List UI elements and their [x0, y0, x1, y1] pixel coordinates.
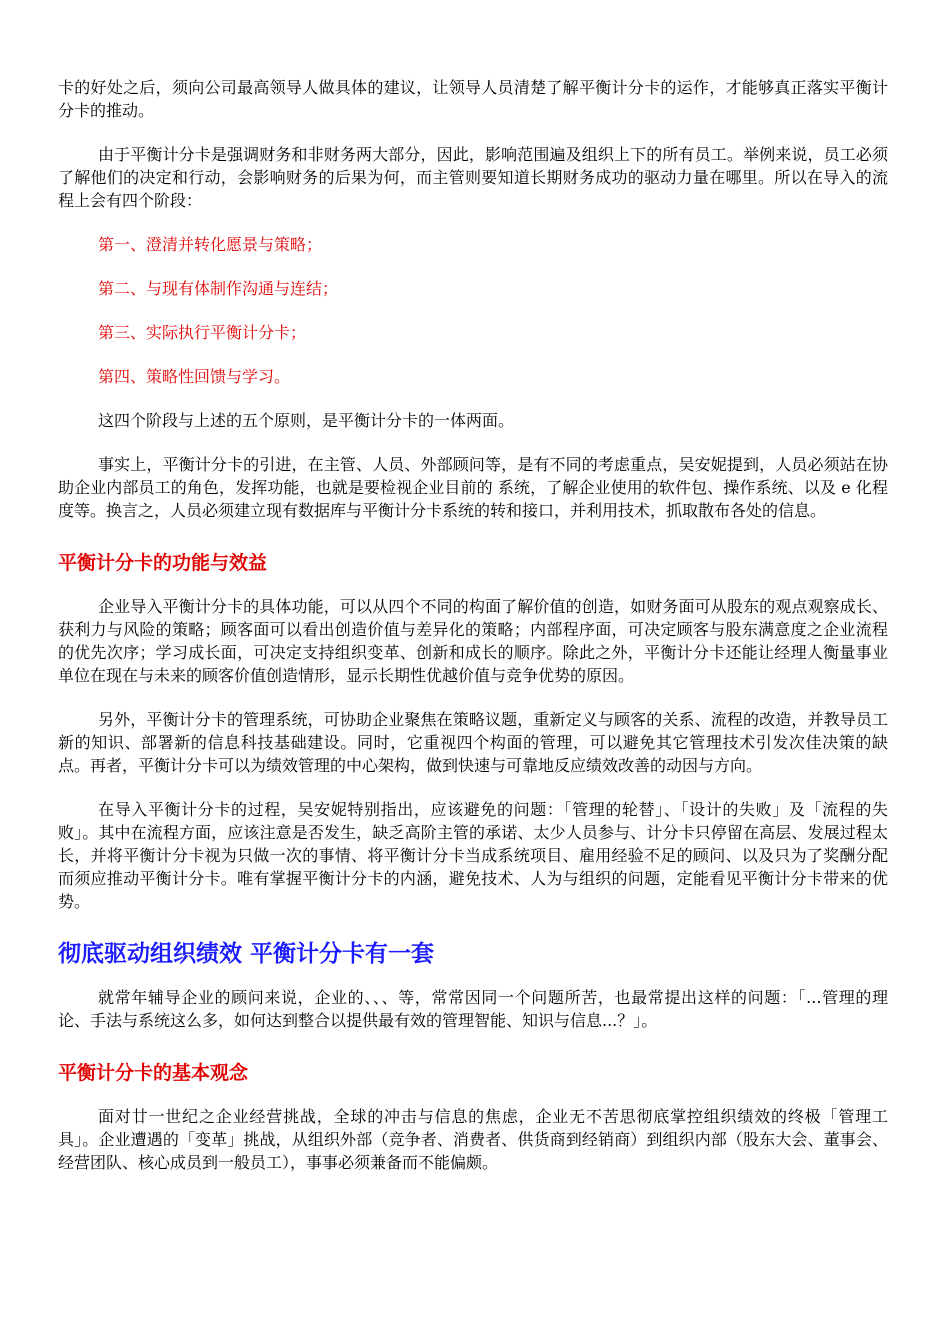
stage-item-4: 第四、策略性回馈与学习。 — [98, 367, 291, 386]
stage-item-2: 第二、与现有体制作沟通与连结； — [98, 279, 339, 298]
paragraph-four-stages-intro: 由于平衡计分卡是强调财务和非财务两大部分，因此，影响范围遍及组织上下的所有员工。举例来说，员工必须了解他们的决定和行动，会影响财务的后果为何，而主管则要知道长期财务成功的驱动力量在哪里。所以在导入的流程上会有四个阶段： — [58, 145, 888, 210]
section-heading-basic-concepts: 平衡计分卡的基本观念 — [58, 1062, 249, 1084]
paragraph-functions-3: 在导入平衡计分卡的过程，吴安妮特别指出，应该避免的问题：「管理的轮替」、「设计的失败」及「流程的失败」。其中在流程方面，应该注意是否发生，缺乏高阶主管的承诺、太少人员参与、计分卡只停留在高层、发展过程太长，并将平衡计分卡视为只做一次的事情、将平衡计分卡当成系统项目、雇用经验不足的顾问、以及只为了奖酬分配而须应推动平衡计分卡。唯有掌握平衡计分卡的内涵，避免技术、人为与组织的问题，定能看见平衡计分卡带来的优势。 — [58, 800, 888, 911]
paragraph-intro-continuation: 卡的好处之后，须向公司最高领导人做具体的建议，让领导人员清楚了解平衡计分卡的运作，才能够真正落实平衡计分卡的推动。 — [58, 78, 888, 120]
stage-item-3: 第三、实际执行平衡计分卡； — [98, 323, 307, 342]
paragraph-basic-concepts: 面对廿一世纪之企业经营挑战，全球的冲击与信息的焦虑，企业无不苦思彻底掌控组织绩效的终极「管理工具」。企业遭遇的「变革」挑战，从组织外部（竞争者、消费者、供货商到经销商）到组织内部（股东大会、董事会、经营团队、核心成员到一般员工），事事必须兼备而不能偏颇。 — [58, 1107, 888, 1172]
paragraph-functions-1: 企业导入平衡计分卡的具体功能，可以从四个不同的构面了解价值的创造，如财务面可从股东的观点观察成长、获利力与风险的策略；顾客面可以看出创造价值与差异化的策略；内部程序面，可决定顾客与股东满意度之企业流程的优先次序；学习成长面，可决定支持组织变革、创新和成长的顺序。除此之外，平衡计分卡还能让经理人衡量事业单位在现在与未来的顾客价值创造情形，显示长期性优越价值与竞争优势的原因。 — [58, 597, 888, 685]
paragraph-functions-2: 另外，平衡计分卡的管理系统，可协助企业聚焦在策略议题，重新定义与顾客的关系、流程的改造，并教导员工新的知识、部署新的信息科技基础建设。同时，它重视四个构面的管理，可以避免其它管理技术引发次佳决策的缺点。再者，平衡计分卡可以为绩效管理的中心架构，做到快速与可靠地反应绩效改善的动因与方向。 — [58, 710, 888, 775]
paragraph-consultant-question: 就常年辅导企业的顾问来说，企业的、、、等，常常因同一个问题所苦，也最常提出这样的问题：「...管理的理论、手法与系统这么多，如何达到整合以提供最有效的管理智能、知识与信息...？」。 — [58, 988, 888, 1030]
paragraph-introduction-roles: 事实上，平衡计分卡的引进，在主管、人员、外部顾问等，是有不同的考虑重点，吴安妮提到，人员必须站在协助企业内部员工的角色，发挥功能，也就是要检视企业目前的 系统，了解企业使用的软件包、操作系统、以及 e 化程度等。换言之，人员必须建立现有数据库与平衡计分卡系统的转和接口，并利用技术，抓取散布各处的信息。 — [58, 455, 888, 520]
stage-item-1: 第一、澄清并转化愿景与策略； — [98, 235, 323, 254]
section-heading-drive-performance: 彻底驱动组织绩效 平衡计分卡有一套 — [58, 941, 435, 967]
section-heading-functions: 平衡计分卡的功能与效益 — [58, 552, 268, 574]
paragraph-two-sides: 这四个阶段与上述的五个原则，是平衡计分卡的一体两面。 — [98, 411, 515, 430]
